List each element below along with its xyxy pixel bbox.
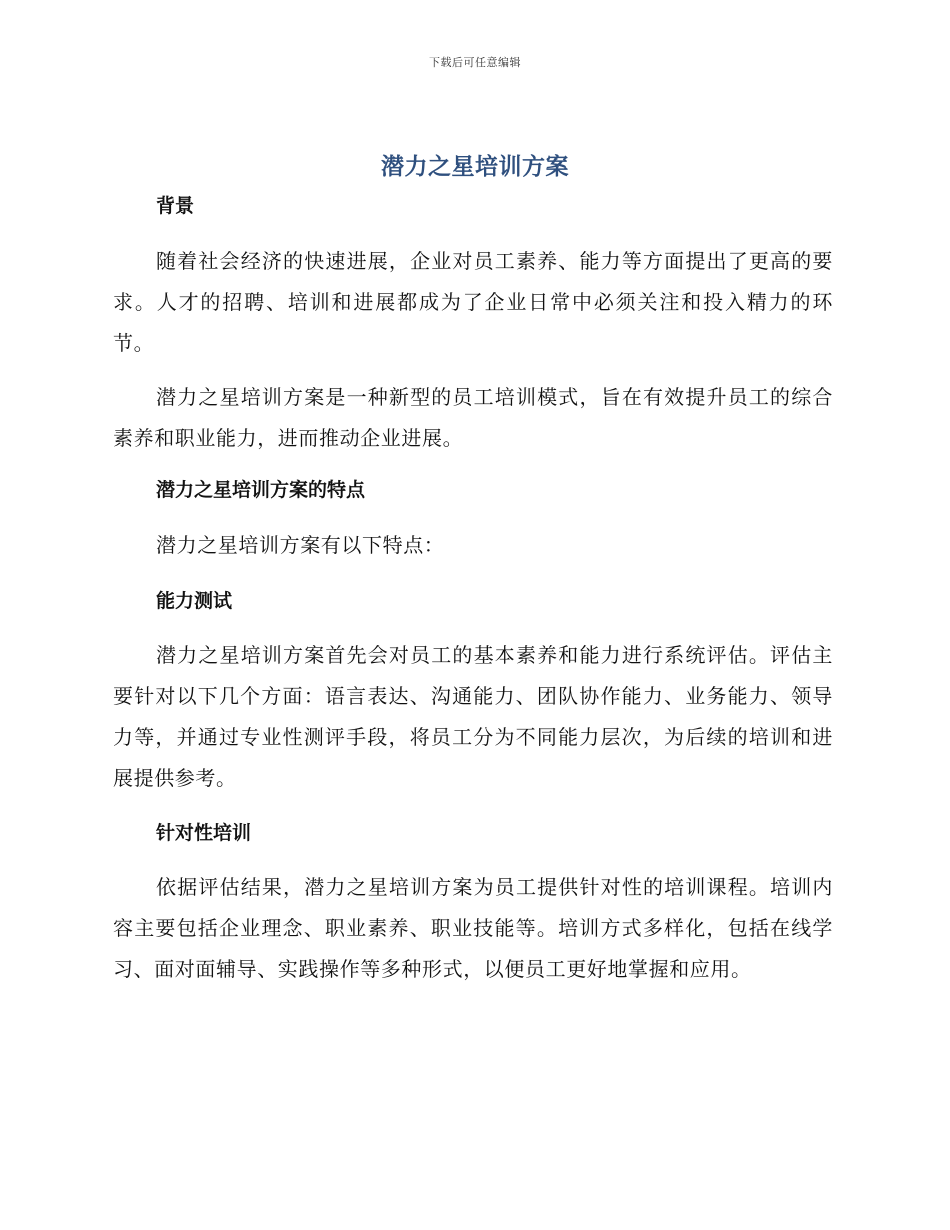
section-heading-features: 潜力之星培训方案的特点	[156, 479, 366, 501]
header-note: 下载后可任意编辑	[429, 56, 521, 69]
paragraph-features-intro: 潜力之星培训方案有以下特点：	[156, 533, 445, 557]
section-heading-background: 背景	[156, 195, 195, 217]
section-heading-ability-test: 能力测试	[156, 590, 233, 612]
section-heading-targeted-training: 针对性培训	[156, 822, 252, 844]
paragraph-targeted-training: 依据评估结果，潜力之星培训方案为员工提供针对性的培训课程。培训内容主要包括企业理念、职业素养、职业技能等。培训方式多样化，包括在线学习、面对面辅导、实践操作等多种形式，以便员工更好地掌握和应用。	[113, 875, 833, 981]
document-title: 潜力之星培训方案	[381, 154, 569, 180]
paragraph-background-2: 潜力之星培训方案是一种新型的员工培训模式，旨在有效提升员工的综合素养和职业能力，进而推动企业进展。	[113, 385, 833, 450]
paragraph-background-1: 随着社会经济的快速进展，企业对员工素养、能力等方面提出了更高的要求。人才的招聘、培训和进展都成为了企业日常中必须关注和投入精力的环节。	[113, 249, 833, 355]
document-body	[113, 190, 833, 990]
paragraph-ability-test: 潜力之星培训方案首先会对员工的基本素养和能力进行系统评估。评估主要针对以下几个方面：语言表达、沟通能力、团队协作能力、业务能力、领导力等，并通过专业性测评手段，将员工分为不同能力层次，为后续的培训和进展提供参考。	[113, 643, 833, 790]
